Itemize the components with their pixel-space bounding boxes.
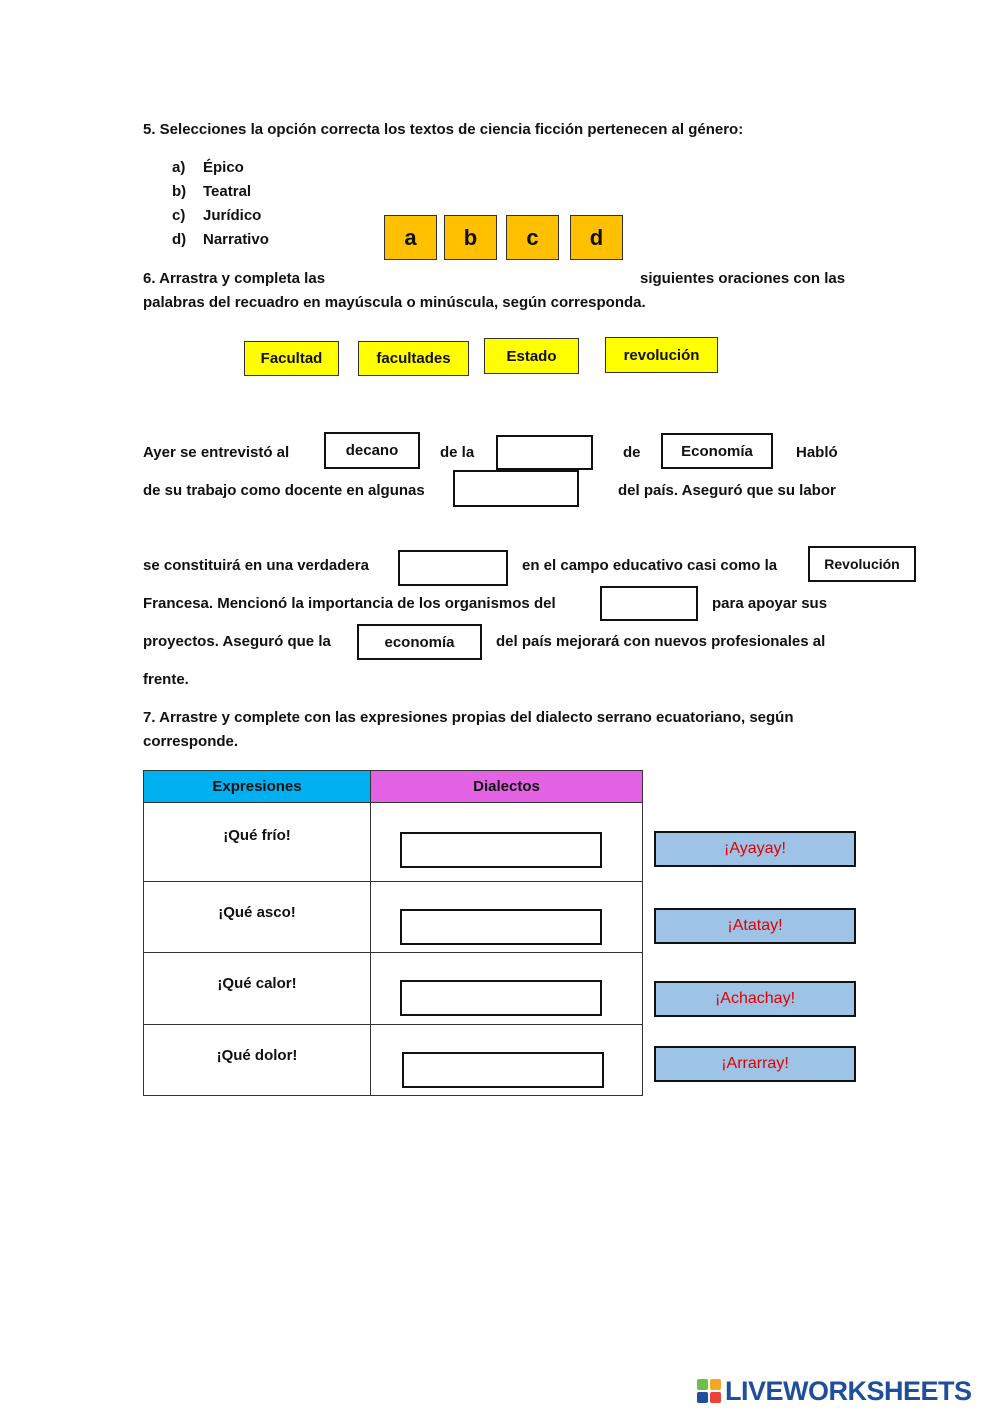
chip-atatay[interactable]: ¡Atatay! (654, 908, 856, 944)
q5-option-d-letter: d) (172, 231, 187, 248)
expression-cell: ¡Qué frío! (223, 827, 291, 844)
filled-economia-box: economía (357, 624, 482, 660)
table-row (144, 953, 643, 1025)
table-row (144, 1025, 643, 1096)
expression-cell: ¡Qué calor! (217, 975, 297, 992)
q5-option-b-text: Teatral (203, 183, 252, 200)
q6-line3-b: en el campo educativo casi como la (522, 557, 778, 574)
q6-line2-a: de su trabajo como docente en algunas (143, 482, 425, 499)
q6-line5-b: del país mejorará con nuevos profesionales al (496, 633, 826, 650)
q6-prompt-line2: palabras del recuadro en mayúscula o minúscula, según corresponda. (143, 294, 646, 311)
q7-prompt-line2: corresponde. (143, 733, 239, 750)
dialect-drop-3[interactable] (400, 980, 602, 1016)
choice-c-button[interactable]: c (506, 215, 559, 260)
expression-cell: ¡Qué asco! (218, 904, 296, 921)
q6-line3-a: se constituirá en una verdadera (143, 557, 369, 574)
q6-line1-b: de la (440, 444, 475, 461)
q6-line4-b: para apoyar sus (712, 595, 828, 612)
chip-achachay[interactable]: ¡Achachay! (654, 981, 856, 1017)
q5-option-c-text: Jurídico (203, 207, 262, 224)
dialect-table (143, 770, 643, 1096)
choice-a-button[interactable]: a (384, 215, 437, 260)
chip-arrarray[interactable]: ¡Arrarray! (654, 1046, 856, 1082)
filled-decano-box: decano (324, 432, 420, 469)
word-estado-chip[interactable]: Estado (484, 338, 579, 374)
q5-option-c-letter: c) (172, 207, 186, 224)
chip-ayayay[interactable]: ¡Ayayay! (654, 831, 856, 867)
word-facultades-chip[interactable]: facultades (358, 341, 469, 376)
liveworksheets-logo (697, 1376, 972, 1407)
filled-revolucion-cap-box: Revolución (808, 546, 916, 582)
q6-line1-c: de (623, 444, 641, 461)
blank-facultades-drop[interactable] (453, 470, 579, 507)
q6-line4-a: Francesa. Mencionó la importancia de los organismos del (143, 595, 556, 612)
q6-line1-a: Ayer se entrevistó al (143, 444, 290, 461)
blank-facultad-drop[interactable] (496, 435, 593, 470)
q6-line2-b: del país. Aseguró que su labor (618, 482, 836, 499)
header-dialectos: Dialectos (371, 771, 643, 803)
q6-prompt-start: 6. Arrastra y completa las (143, 270, 326, 287)
liveworksheets-logo-icon (697, 1379, 723, 1405)
liveworksheets-logo-text: LIVEWORKSHEETS (725, 1376, 972, 1406)
blank-revolucion-drop[interactable] (398, 550, 508, 586)
table-row (144, 882, 643, 953)
q6-prompt-end: siguientes oraciones con las (640, 270, 846, 287)
expression-cell: ¡Qué dolor! (216, 1047, 298, 1064)
header-expresiones: Expresiones (144, 771, 371, 803)
q5-prompt: 5. Selecciones la opción correcta los textos de ciencia ficción pertenecen al género: (143, 121, 744, 138)
q7-prompt-line1: 7. Arrastre y complete con las expresiones propias del dialecto serrano ecuatoriano, según (143, 709, 794, 726)
blank-estado-drop[interactable] (600, 586, 698, 621)
dialect-drop-2[interactable] (400, 909, 602, 945)
q5-option-a-text: Épico (203, 159, 244, 176)
choice-d-button[interactable]: d (570, 215, 623, 260)
word-revolucion-chip[interactable]: revolución (605, 337, 718, 373)
q6-line5-a: proyectos. Aseguró que la (143, 633, 331, 650)
choice-b-button[interactable]: b (444, 215, 497, 260)
table-row (144, 803, 643, 882)
filled-economia-cap-box: Economía (661, 433, 773, 469)
q5-option-b-letter: b) (172, 183, 187, 200)
q5-option-d-text: Narrativo (203, 231, 269, 248)
q5-option-a-letter: a) (172, 159, 186, 176)
dialect-drop-4[interactable] (402, 1052, 604, 1088)
dialect-drop-1[interactable] (400, 832, 602, 868)
q6-line6: frente. (143, 671, 189, 688)
word-facultad-chip[interactable]: Facultad (244, 341, 339, 376)
q6-line1-d: Habló (796, 444, 838, 461)
